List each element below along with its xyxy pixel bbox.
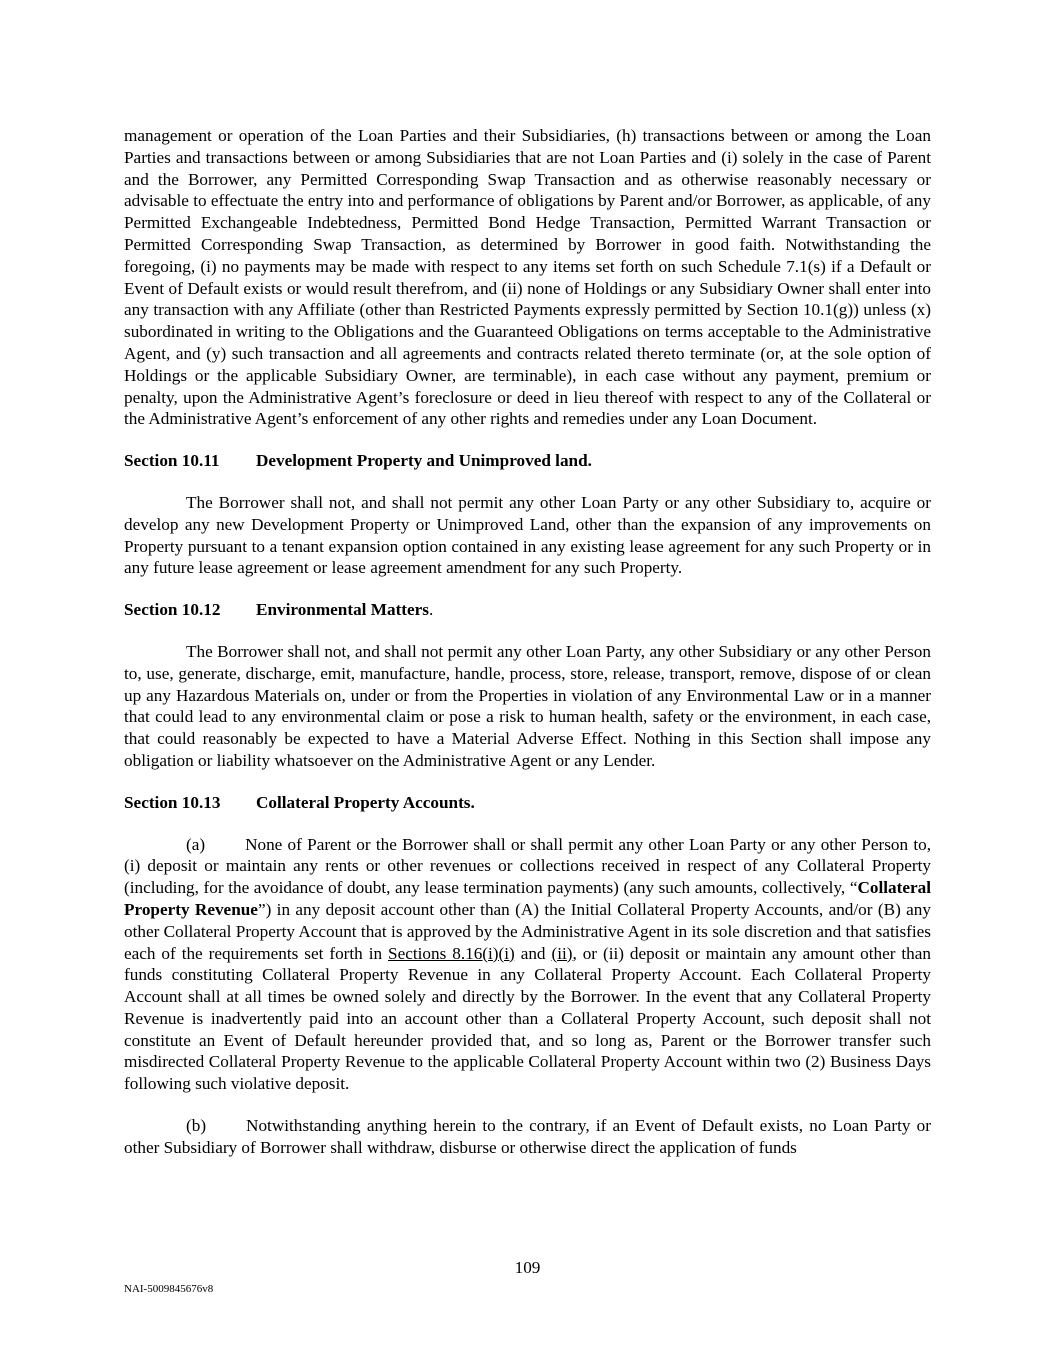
section-10-13-b <box>124 1115 931 1159</box>
section-10-12-body: The Borrower shall not, and shall not permit any other Loan Party, any other Subsidiary or any other Person to, use, generate, discharge, emit, manufacture, handle, process, store, release, transport, remove, dispose of or clean up any Hazardous Materials on, under or from the Properties in violation of any Environmental Law or in a manner that could lead to any environmental claim or pose a risk to human health, safety or the environment, in each case, that could reasonably be expected to have a Material Adverse Effect. Nothing in this Section shall impose any obligation or liability whatsoever on the Administrative Agent or any Lender. <box>124 641 931 770</box>
continuation-paragraph: management or operation of the Loan Parties and their Subsidiaries, (h) transactions between or among the Loan Parties and transactions between or among Subsidiaries that are not Loan Parties and (i) solely in the case of Parent and the Borrower, any Permitted Corresponding Swap Transaction and as otherwise reasonably necessary or advisable to effectuate the entry into and performance of obligations by Parent and/or Borrower, as applicable, of any Permitted Exchangeable Indebtedness, Permitted Bond Hedge Transaction, Permitted Warrant Transaction or Permitted Corresponding Swap Transaction, as determined by Borrower in good faith. Notwithstanding the foregoing, (i) no payments may be made with respect to any items set forth on such Schedule 7.1(s) if a Default or Event of Default exists or would result therefrom, and (ii) none of Holdings or any Subsidiary Owner shall enter into any transaction with any Affiliate (other than Restricted Payments expressly permitted by Section 10.1(g)) unless (x) subordinated in writing to the Obligations and the Guaranteed Obligations on terms acceptable to the Administrative Agent, and (y) such transaction and all agreements and contracts related thereto terminate (or, at the sole option of Holdings or the applicable Subsidiary Owner, are terminable), in each case without any payment, premium or penalty, upon the Administrative Agent’s foreclosure or deed in lieu thereof with respect to any of the Collateral or the Administrative Agent’s enforcement of any other rights and remedies under any Loan Document. <box>124 126 931 429</box>
section-title-period: . <box>428 600 434 620</box>
clause-a-text-1: None of Parent or the Borrower shall or shall permit any other Loan Party or any other Person to, (i) deposit or maintain any rents or other revenues or collections received in respect of any Collateral Property (including, for the avoidance of doubt, any lease termination payments) (any such amounts, collectively, “ <box>124 834 931 898</box>
section-10-11-heading <box>124 450 931 472</box>
cross-reference-sections: Sections 8.16(i)(i) <box>388 943 515 963</box>
section-10-13-heading <box>124 792 931 814</box>
section-title: Development Property and Unimproved land. <box>256 451 592 471</box>
section-number: Section 10.12 <box>124 600 221 620</box>
section-number: Section 10.13 <box>124 792 221 812</box>
clause-b-text: Notwithstanding anything herein to the contrary, if an Event of Default exists, no Loan Party or other Subsidiary of Borrower shall withdraw, disburse or otherwise direct the application of funds <box>124 1116 931 1157</box>
section-title: Environmental Matters <box>256 600 429 620</box>
clause-a-text-4: , or (ii) deposit or maintain any amount other than funds constituting Collateral Property Revenue in any Collateral Property Account. Each Collateral Property Account shall at all times be owned solely and directly by the Borrower. In the event that any Collateral Property Revenue is inadvertently paid into an account other than a Collateral Property Account, such deposit shall not constitute an Event of Default hereunder provided that, and so long as, Parent or the Borrower transfer such misdirected Collateral Property Revenue to the applicable Collateral Property Account within two (2) Business Days following such violative deposit. <box>124 943 931 1094</box>
page-number: 109 <box>514 1258 541 1277</box>
clause-label-b: (b) <box>186 1116 207 1136</box>
section-10-12-heading <box>124 599 931 621</box>
section-10-11-body: The Borrower shall not, and shall not permit any other Loan Party or any other Subsidiary to, acquire or develop any new Development Property or Unimproved Land, other than the expansion of any improvements on Property pursuant to a tenant expansion option contained in any existing lease agreement for any such Property or in any future lease agreement or lease agreement amendment for any such Property. <box>124 492 931 578</box>
section-title: Collateral Property Accounts. <box>256 792 475 812</box>
clause-a-text-2: ”) in any deposit account other than (A) the Initial Collateral Property Accounts, and/or (B) any other Collateral Property Account that is approved by the Administrative Agent in its sole discretion and that satisfies each of the requirements set forth in <box>124 899 931 963</box>
clause-label-a: (a) <box>186 834 206 854</box>
document-page <box>124 125 931 1159</box>
cross-reference-ii: (ii) <box>551 943 573 963</box>
clause-a-text-3: and <box>514 943 552 963</box>
document-id: NAI-5009845676v8 <box>124 1283 214 1295</box>
section-10-13-a <box>124 834 931 1096</box>
defined-term: Collateral Property Revenue <box>124 878 931 919</box>
section-number: Section 10.11 <box>124 451 220 471</box>
